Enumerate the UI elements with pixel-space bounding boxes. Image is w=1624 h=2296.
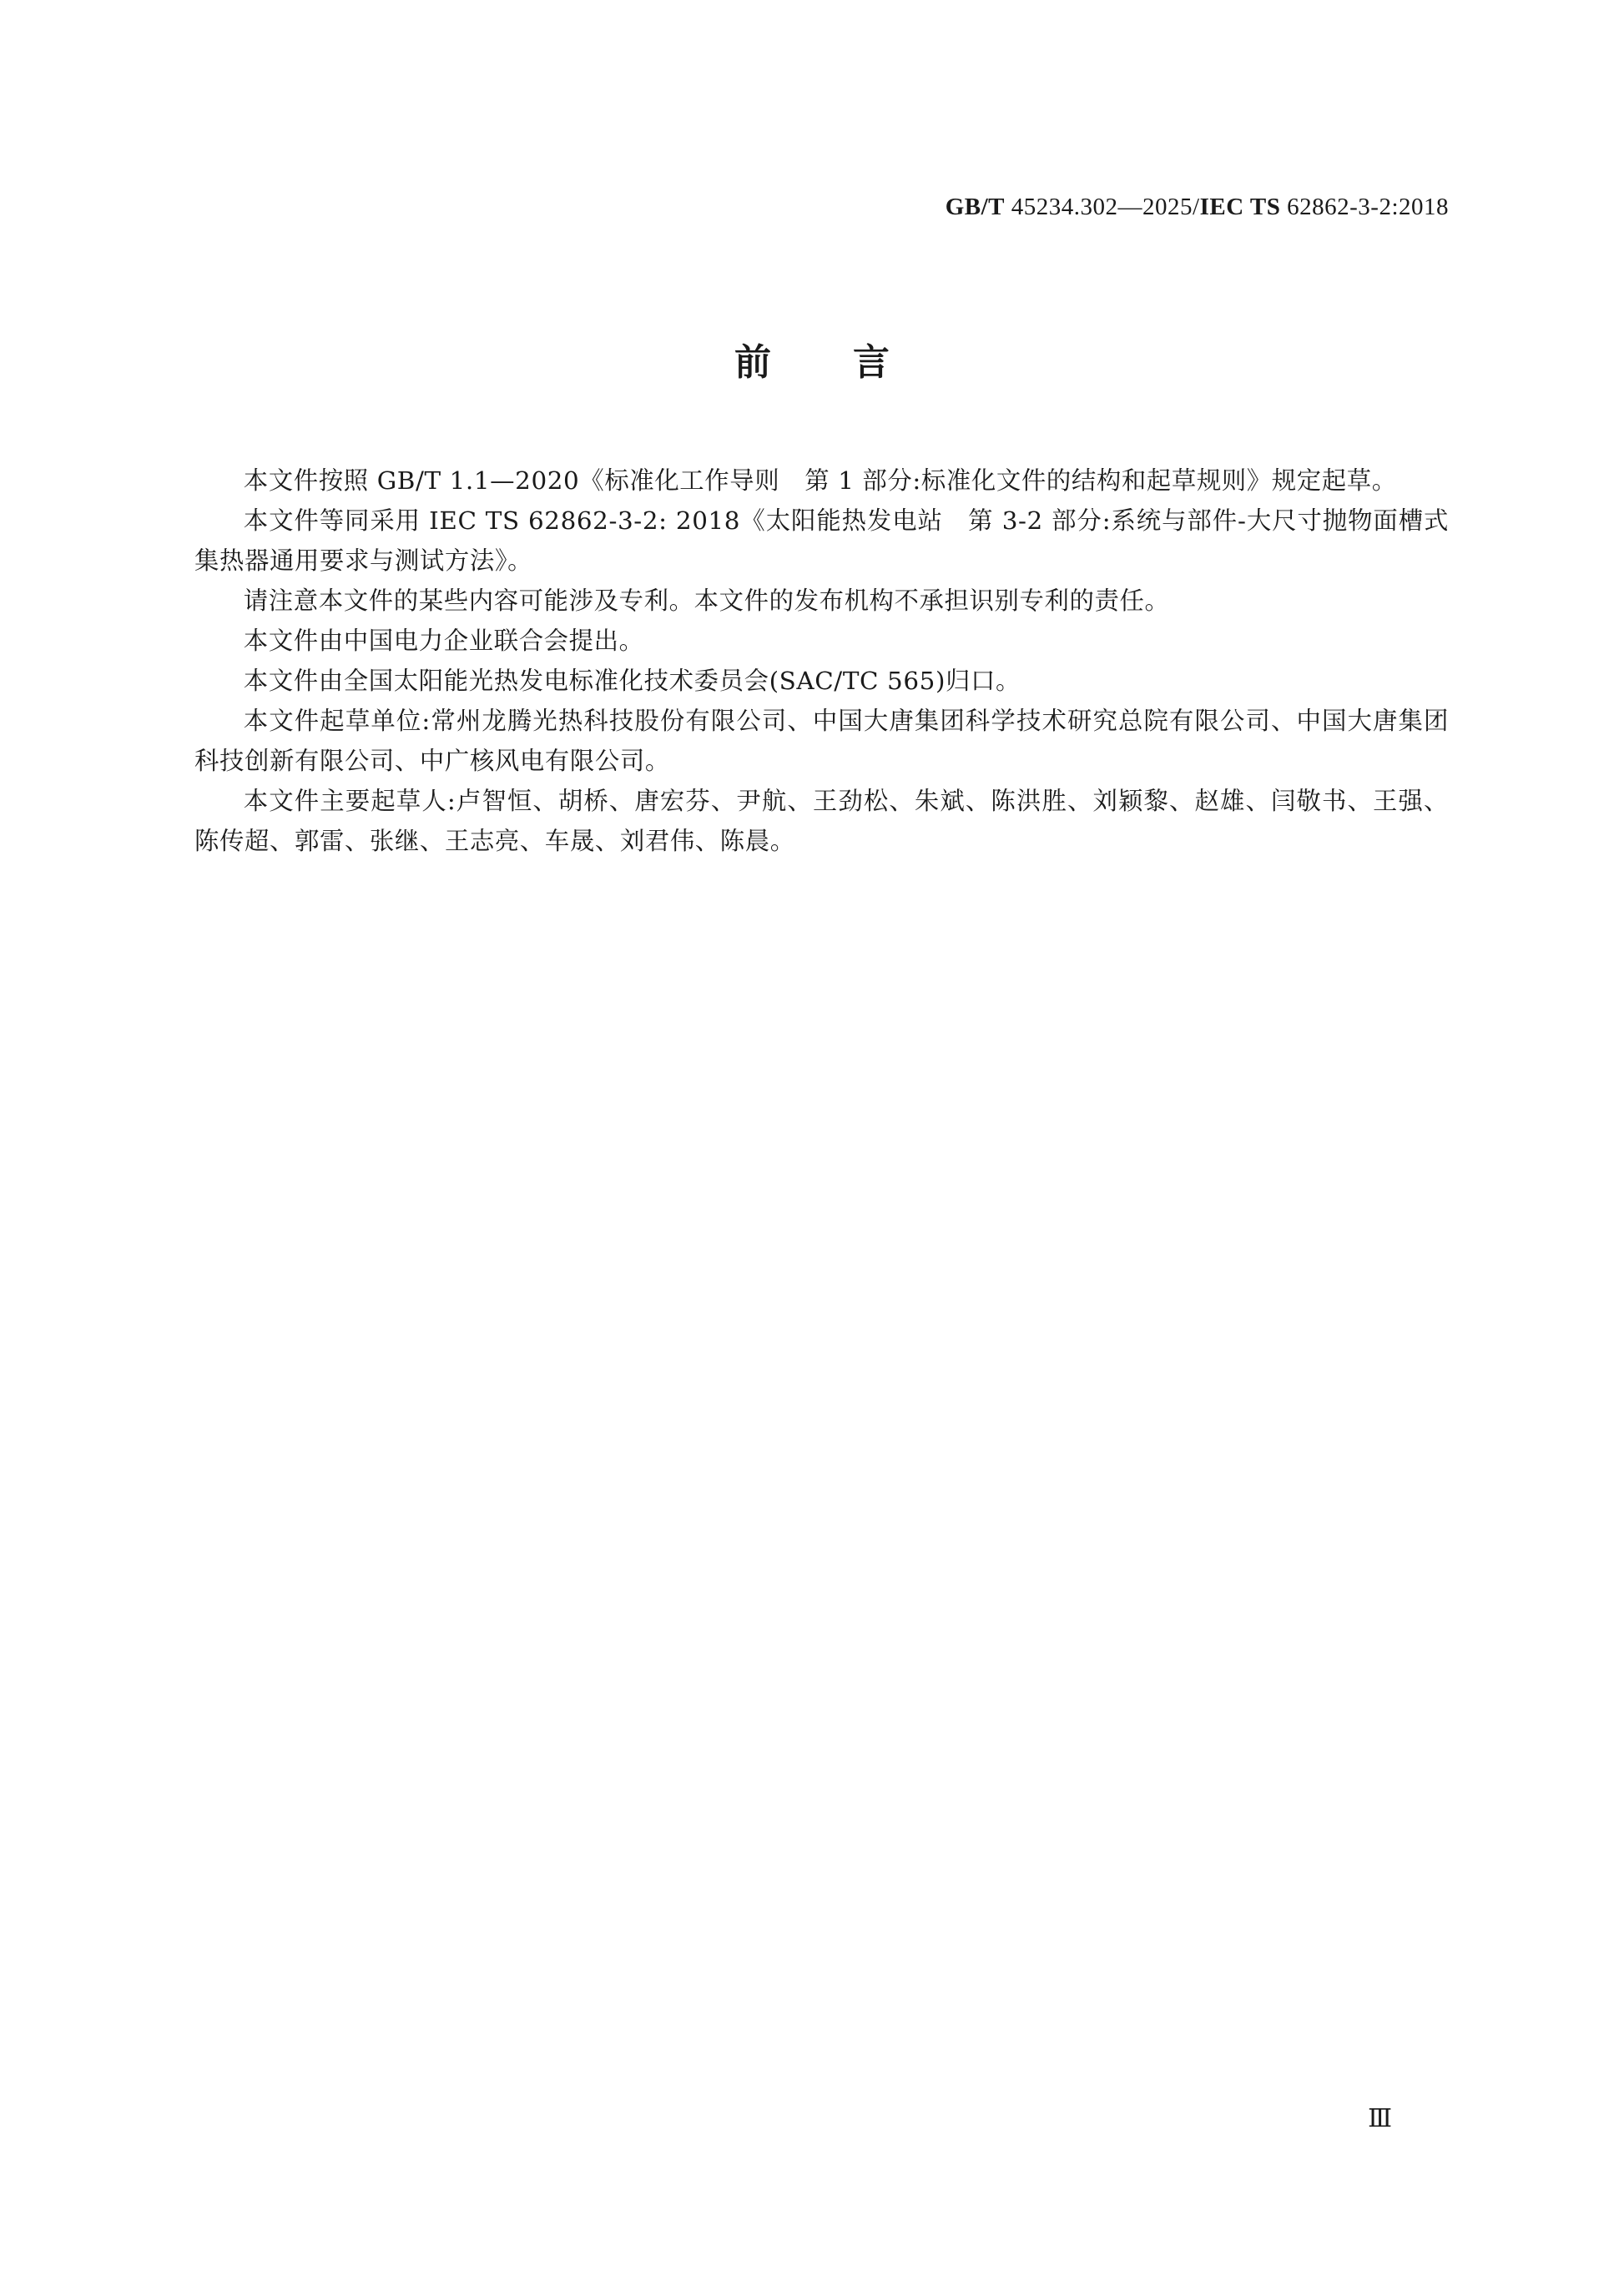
paragraph-committee: 本文件由全国太阳能光热发电标准化技术委员会(SAC/TC 565)归口。 (243, 667, 1021, 695)
paragraph-drafting-units: 本文件起草单位:常州龙腾光热科技股份有限公司、中国大唐集团科学技术研究总院有限公司、中国大唐集团科技创新有限公司、中广核风电有限公司。 (194, 707, 1449, 775)
document-code-header (946, 194, 1449, 221)
title-char-1: 前 (734, 341, 771, 384)
foreword-body (194, 461, 1449, 861)
code-prefix-gbt: GB/T (945, 194, 1006, 220)
paragraph-proposer: 本文件由中国电力企业联合会提出。 (243, 627, 644, 655)
paragraph-patent-notice: 请注意本文件的某些内容可能涉及专利。本文件的发布机构不承担识别专利的责任。 (243, 587, 1170, 615)
paragraph-adoption: 本文件等同采用 IEC TS 62862-3-2: 2018《太阳能热发电站 第 3-2 部分:系统与部件-大尺寸抛物面槽式集热器通用要求与测试方法》。 (194, 506, 1449, 575)
paragraph-drafting-rules: 本文件按照 GB/T 1.1—2020《标准化工作导则 第 1 部分:标准化文件的结构和起草规则》规定起草。 (243, 466, 1397, 495)
code-number-iec: 62862-3-2:2018 (1280, 194, 1449, 220)
page-title (0, 332, 1624, 385)
paragraph-drafters: 本文件主要起草人:卢智恒、胡桥、唐宏芬、尹航、王劲松、朱斌、陈洪胜、刘颖黎、赵雄、闫敬书、王强、陈传超、郭雷、张继、王志亮、车晟、刘君伟、陈晨。 (194, 787, 1449, 855)
code-number-gbt: 45234.302—2025/ (1005, 194, 1200, 220)
page-number: Ⅲ (1368, 2105, 1392, 2132)
code-prefix-iec: IEC TS (1199, 194, 1281, 220)
title-char-2: 言 (853, 341, 890, 384)
